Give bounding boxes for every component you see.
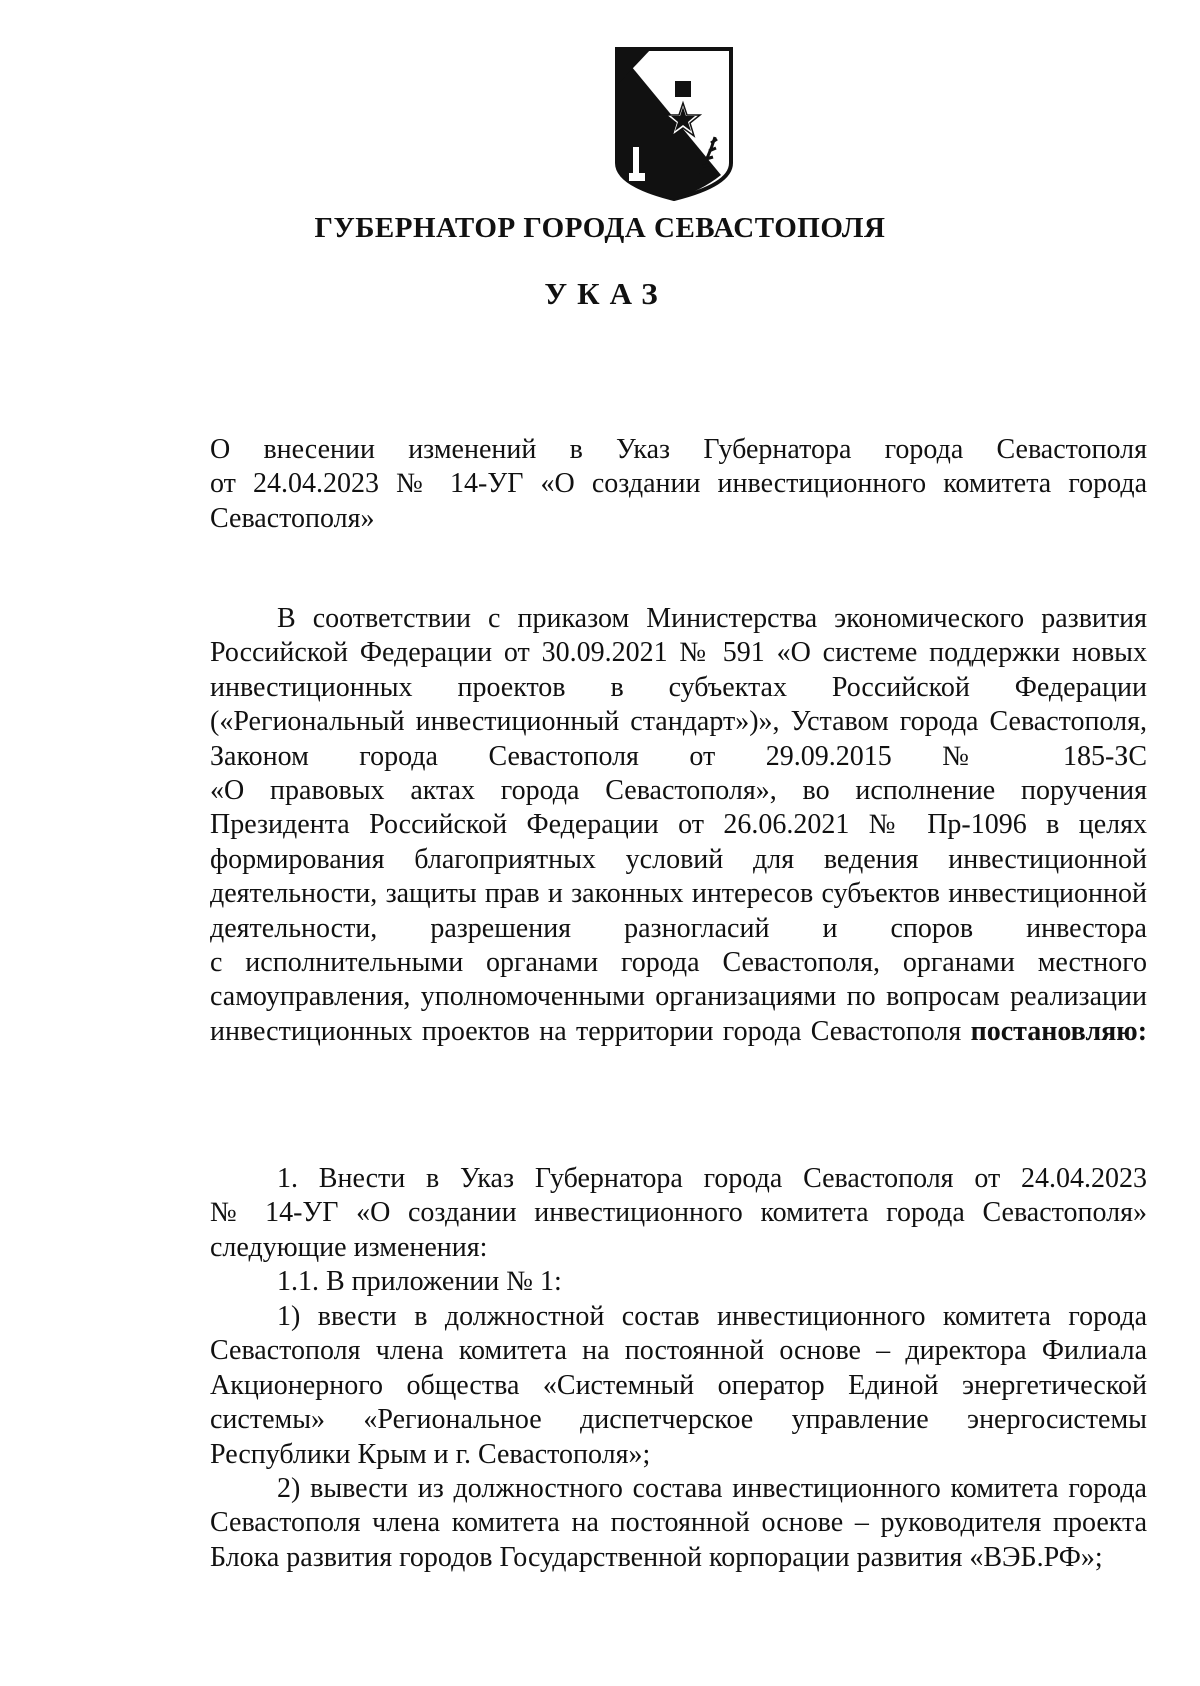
preamble-line: инвестиционных проектов на территории города Севастополя [210,1015,962,1047]
preamble-line: «О правовых актах города Севастополя», во исполнение поручения [210,775,1147,807]
title-line: О внесении изменений в Указ Губернатора города Севастополя [210,434,1147,465]
item-1 [210,1162,1147,1300]
subitem-1 [210,1300,1147,1472]
title-line: от 24.04.2023 № 14-УГ «О создании инвестиционного комитета города [210,468,1147,500]
preamble-line: Законом города Севастополя от 29.09.2015 № 185-ЗС [210,740,1147,772]
item1-1-heading: 1.1. В приложении № 1: [277,1266,562,1298]
sub1-line: 1) ввести в должностной состав инвестиционного комитета города [277,1301,1147,1332]
preamble [210,602,1147,1049]
sub2-line: Блока развития городов Государственной корпорации развития «ВЭБ.РФ»; [210,1541,1103,1573]
sub1-line: Акционерного общества «Системный оператор Единой энергетической [210,1369,1147,1401]
preamble-line: («Региональный инвестиционный стандарт»)», Уставом города Севастополя, [210,706,1147,738]
title-line: Севастополя» [210,502,375,534]
item1-line: № 14-УГ «О создании инвестиционного комитета города Севастополя» [210,1197,1147,1229]
sub1-line: Республики Крым и г. Севастополя»; [210,1438,651,1470]
coat-of-arms-icon [611,45,737,203]
document-title [210,433,1147,536]
preamble-line: инвестиционных проектов в субъектах Российской Федерации [210,671,1147,703]
preamble-line: самоуправления, уполномоченными организациями по вопросам реализации [210,981,1147,1013]
sub1-line: Севастополя члена комитета на постоянной основе – директора Филиала [210,1335,1147,1367]
sub2-line: 2) вывести из должностного состава инвестиционного комитета города [277,1473,1147,1504]
preamble-line: формирования благоприятных условий для ведения инвестиционной [210,843,1147,875]
preamble-last-line [210,1015,1147,1049]
sub1-line: системы» «Региональное диспетчерское управление энергосистемы [210,1404,1147,1436]
item1-line: 1. Внести в Указ Губернатора города Севастополя от 24.04.2023 [277,1163,1147,1194]
preamble-line: деятельности, защиты прав и законных интересов субъектов инвестиционной [210,878,1147,910]
document-type-heading: УКАЗ [544,276,668,311]
preamble-line: с исполнительными органами города Севастополя, органами местного [210,947,1147,979]
preamble-line: деятельности, разрешения разногласий и споров инвестора [210,912,1147,944]
authority-heading: ГУБЕРНАТОР ГОРОДА СЕВАСТОПОЛЯ [314,212,886,244]
preamble-line: Президента Российской Федерации от 26.06.2021 № Пр-1096 в целях [210,809,1147,841]
item1-line: следующие изменения: [210,1231,488,1263]
decree-verb: постановляю: [970,1015,1148,1047]
subitem-2 [210,1472,1147,1575]
preamble-line: Российской Федерации от 30.09.2021 № 591 «О системе поддержки новых [210,637,1147,669]
preamble-line: В соответствии с приказом Министерства экономического развития [277,603,1147,634]
sub2-line: Севастополя члена комитета на постоянной основе – руководителя проекта [210,1507,1147,1539]
